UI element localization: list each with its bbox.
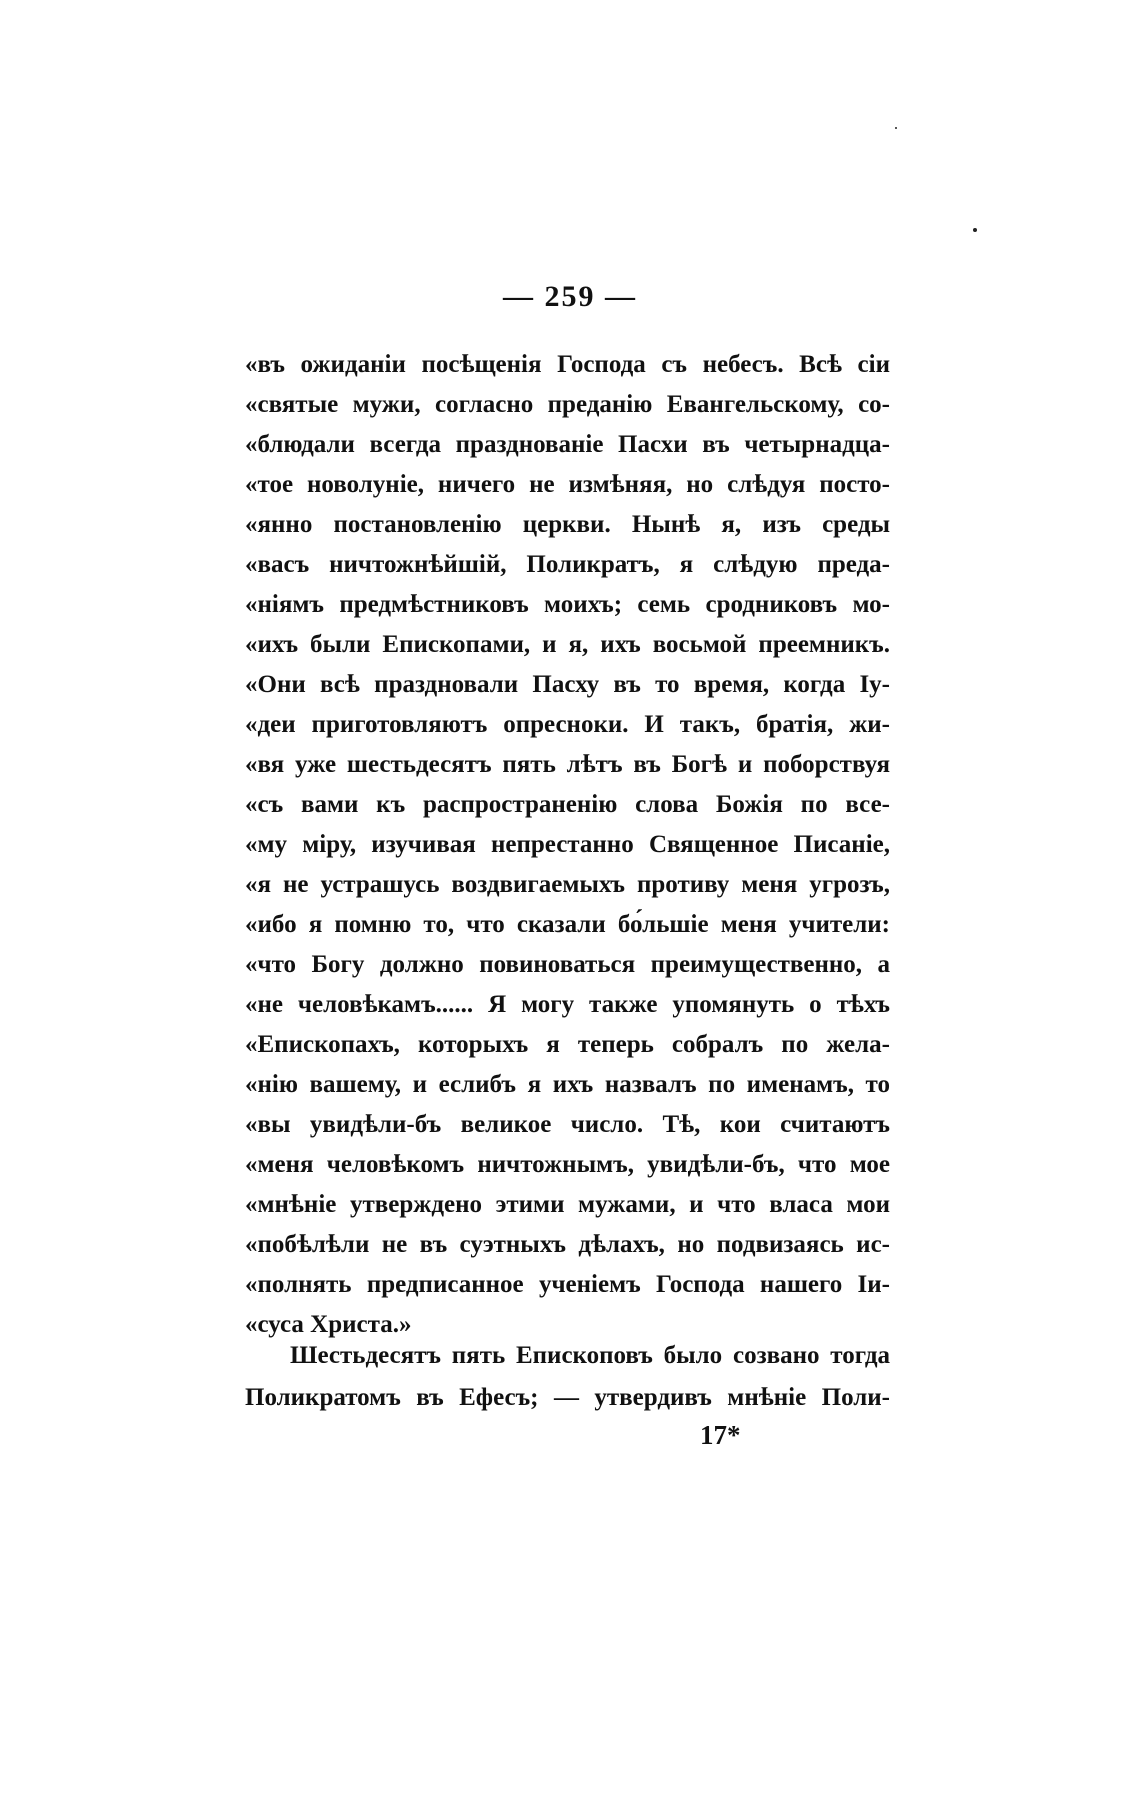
text-line: «ибо я помню то, что сказали бо́льшіе меня учители: — [245, 911, 890, 938]
text-line: «не человѣкамъ...... Я могу также упомянуть о тѣхъ — [245, 991, 890, 1018]
quote-paragraph — [245, 345, 890, 1345]
text-line: «Они всѣ праздновали Пасху въ то время, когда Іу- — [245, 671, 890, 698]
text-line: «нію вашему, и еслибъ я ихъ назвалъ по именамъ, то — [245, 1071, 890, 1098]
text-line: «святые мужи, согласно преданію Евангельскому, со- — [245, 391, 890, 418]
text-line: Поликратомъ въ Ефесъ; — утвердивъ мнѣніе Поли- — [245, 1384, 890, 1411]
text-line: «янно постановленію церкви. Нынѣ я, изъ среды — [245, 511, 890, 538]
text-line: «ихъ были Епископами, и я, ихъ восьмой преемникъ. — [245, 631, 890, 658]
text-line: «съ вами къ распространенію слова Божія по все- — [245, 791, 890, 818]
text-line: «въ ожиданіи посѣщенія Господа съ небесъ. Всѣ сіи — [245, 351, 890, 378]
text-line: «ніямъ предмѣстниковъ моихъ; семь сродниковъ мо- — [245, 591, 890, 618]
text-line: «что Богу должно повиноваться преимущественно, а — [245, 951, 890, 978]
text-line: «вя уже шестьдесятъ пять лѣтъ въ Богѣ и поборствуя — [245, 751, 890, 778]
text-line: «му міру, изучивая непрестанно Священное Писаніе, — [245, 831, 890, 858]
text-line: «меня человѣкомъ ничтожнымъ, увидѣли-бъ, что мое — [245, 1151, 890, 1178]
speck-mark — [973, 228, 977, 232]
speck-mark — [895, 127, 897, 129]
text-line: «тое новолуніе, ничего не измѣняя, но слѣдуя посто- — [245, 471, 890, 498]
text-line: «Епископахъ, которыхъ я теперь собралъ по жела- — [245, 1031, 890, 1058]
text-line: «деи приготовляютъ опресноки. И такъ, братія, жи- — [245, 711, 890, 738]
text-line: «я не устрашусь воздвигаемыхъ противу меня угрозъ, — [245, 871, 890, 898]
signature-mark: 17* — [700, 1420, 741, 1450]
second-paragraph — [245, 1335, 890, 1419]
text-line: Шестьдесятъ пять Епископовъ было созвано тогда — [290, 1342, 890, 1369]
text-line: «полнять предписанное ученіемъ Господа нашего Іи- — [245, 1271, 890, 1298]
text-line: «блюдали всегда празднованіе Пасхи въ четырнадца- — [245, 431, 890, 458]
page-number: — 259 — — [503, 280, 637, 313]
text-line: «мнѣніе утверждено этими мужами, и что власа мои — [245, 1191, 890, 1218]
text-line: «вы увидѣли-бъ великое число. Тѣ, кои считаютъ — [245, 1111, 890, 1138]
text-line: «суса Христа.» — [245, 1311, 412, 1338]
text-line: «побѣлѣли не въ суэтныхъ дѣлахъ, но подвизаясь ис- — [245, 1231, 890, 1258]
text-line: «васъ ничтожнѣйшій, Поликратъ, я слѣдую преда- — [245, 551, 890, 578]
